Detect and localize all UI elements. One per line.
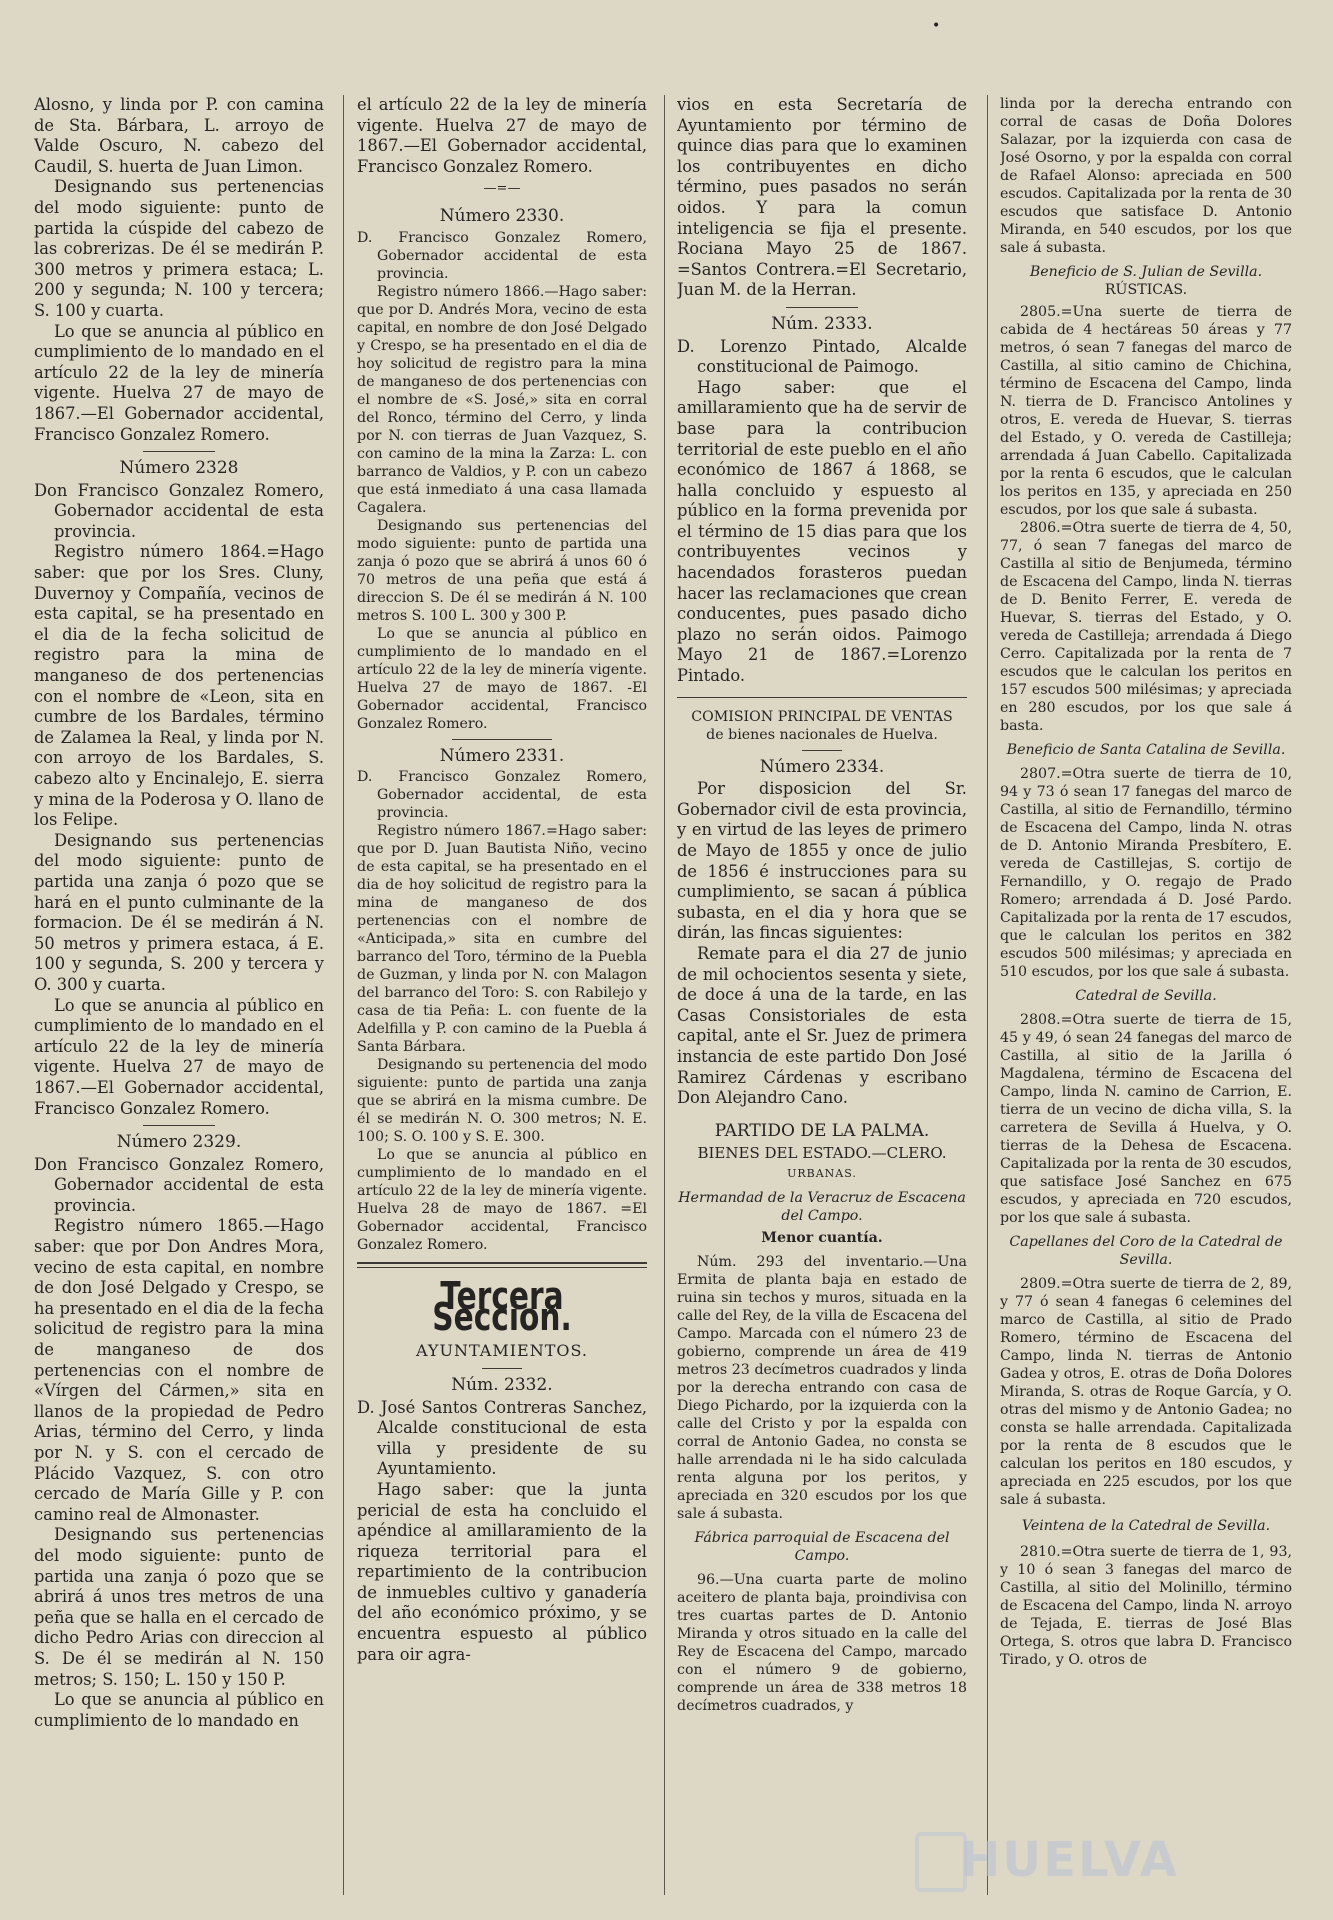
column-1: [34, 95, 324, 1895]
paragraph: Designando sus pertenencias del modo siguiente: punto de partida la cúspide del cabezo de las cobrerizas. De él se medirán P. 300 metros y primera estaca; L. 200 y segunda; N. 100 y tercera; S. 100 y cuarta.: [34, 177, 324, 320]
paragraph: Lo que se anuncia al público en cumplimiento de lo mandado en el artículo 22 de la ley de minería vigente. Huelva 28 de mayo de 1867. =El Gobernador accidental, Francisco Gonzalez Romero.: [357, 1147, 647, 1254]
paragraph: Registro número 1864.=Hago saber: que por los Sres. Cluny, Duvernoy y Compañía, vecinos de esta capital, se ha presentado en el dia de la fecha solicitud de registro para la mina de manganeso de dos pertenencias con el nombre de «Leon, sita en cumbre de los Bardales, término de Zalamea la Real, y linda por N. con arroyo de los Bardales, S. cabezo alto y Encinalejo, E. sierra y mina de la Poderosa y O. llano de los Felipe.: [34, 542, 324, 830]
notice-heading: Número 2331.: [439, 745, 565, 766]
paragraph: Designando sus pertenencias del modo siguiente: punto de partida una zanja ó pozo que se abrirá á unos 60 ó 70 metros de una peña que está á direccion S. De él se medirán á N. 100 metros S. 100 L. 300 y 300 P.: [357, 517, 647, 624]
ink-speck: •: [932, 18, 941, 34]
paragraph: Lo que se anuncia al público en cumplimiento de lo mandado en el artículo 22 de la ley de minería vigente. Huelva 27 de mayo de 1867. -El Gobernador accidental, Francisco Gonzalez Romero.: [357, 625, 647, 732]
commission-title: COMISION PRINCIPAL DE VENTAS: [691, 708, 953, 725]
notice-issuer: Don Francisco Gonzalez Romero, Gobernador accidental de esta provincia.: [34, 480, 324, 541]
divider: [482, 1368, 522, 1369]
paragraph: vios en esta Secretaría de Ayuntamiento por término de quince dias para que lo examinen los contribuyentes en dicho término, pues pasados no serán oidos. Y para la comun inteligencia se fija el presente. Rociana Mayo 25 de 1867. =Santos Contrera.=El Secretario, Juan M. de la Herran.: [677, 95, 967, 300]
paragraph: 2810.=Otra suerte de tierra de 1, 93, y 10 ó sean 3 fanegas del marco de Castilla, al sitio del Molinillo, término de Escacena del Campo, linda N. arroyo de Tejada, E. tierras de José Blas Ortega, S. otros que labra D. Francisco Tirado, y O. otros de: [1000, 1544, 1292, 1668]
paragraph: Designando sus pertenencias del modo siguiente: punto de partida una zanja ó pozo que se abrirá á unos tres metros de una peña que se halla en el cercado de dicho Pedro Arias con direccion al S. De él se medirán al N. 150 metros; S. 150; L. 150 y 150 P.: [34, 1525, 324, 1689]
notice-heading: Número 2329.: [116, 1132, 242, 1153]
notice-heading: Núm. 2333.: [771, 313, 873, 334]
paragraph: Lo que se anuncia al público en cumplimiento de lo mandado en el artículo 22 de la ley de minería vigente. Huelva 27 de mayo de 1867.—El Gobernador accidental, Francisco Gonzalez Romero.: [34, 995, 324, 1118]
notice-issuer: D. José Santos Contreras Sanchez, Alcalde constitucional de esta villa y presidente de su Ayuntamiento.: [357, 1397, 647, 1479]
paragraph: linda por la derecha entrando con corral de casas de Doña Dolores Salazar, por la izquierda con casa de José Osorno, y por la espalda con corral de Rafael Alonso: apreciada en 500 escudos. Capitalizada por la renta de 30 escudos que satisface D. Antonio Miranda, en 540 escudos, por los que sale á subasta.: [1000, 96, 1292, 256]
column-2: [357, 95, 647, 1895]
section-subtitle: AYUNTAMIENTOS.: [416, 1341, 588, 1361]
notice-issuer: D. Lorenzo Pintado, Alcalde constitucional de Paimogo.: [677, 336, 967, 377]
notice-heading: Núm. 2332.: [451, 1374, 553, 1395]
paragraph: 2807.=Otra suerte de tierra de 10, 94 y 73 ó sean 17 fanegas del marco de Castilla, al sitio de Fernandillo, término de Escacena del Campo, linda N. otras de D. Antonio Miranda Presbítero, E. vereda de Castillejas, S. cortijo de Fernandillo, y O. regajo de Prado Romero; arrendada á D. José Pardo. Capitalizada por la renta de 17 escudos, que le calculan los peritos en 382 escudos 500 milésimas; y apreciada en 510 escudos, por los que sale á subasta.: [1000, 766, 1292, 980]
paragraph: el artículo 22 de la ley de minería vigente. Huelva 27 de mayo de 1867.—El Gobernador accidental, Francisco Gonzalez Romero.: [357, 95, 647, 176]
paragraph: Núm. 293 del inventario.—Una Ermita de planta baja en estado de ruina sin techos y muros, situada en la calle del Rey, de la villa de Escacena del Campo. Marcada con el número 23 de gobierno, comprende un área de 419 metros 23 decímetros cuadrados y linda por la derecha entrando con casa de Diego Pichardo, por la izquierda con la calle del Cristo y por la espalda con corral de Antonio Gadea, no consta se halle arrendada ni le ha sido calculada renta alguna por los peritos, y apreciada en 320 escudos por los que sale á subasta.: [677, 1253, 967, 1522]
paragraph: Registro número 1867.=Hago saber: que por D. Juan Bautista Niño, vecino de esta capital, se ha presentado en el dia de hoy solicitud de registro para la mina de manganeso de dos pertenencias con el nombre de «Anticipada,» sita en cumbre del barranco del Toro, término de la Puebla de Guzman, y linda por N. con Malagon del barranco del Toro: S. con Rabilejo y casa de tia Peña: L. con fuente de la Adelfilla y P. con camino de la Puebla á Santa Bárbara.: [357, 823, 647, 1056]
paragraph: Registro número 1865.—Hago saber: que por Don Andres Mora, vecino de esta capital, en nombre de don José Delgado y Crespo, se ha presentado en el dia de la fecha solicitud de registro para la mina de manganeso de dos pertenencias con el nombre de «Vírgen del Cármen,» sita en llanos de la propiedad de Pedro Arias, término del Cerro, y linda por N. y S. con el cercado de Plácido Vazquez, S. con otro cercado de María Gille y P. con camino real de Almonaster.: [34, 1216, 324, 1524]
category-heading: Menor cuantía.: [761, 1229, 883, 1246]
paragraph: Designando su pertenencia del modo siguiente: punto de partida una zanja que se abrirá en la misma cumbre. De él se medirán N. O. 300 metros; N. E. 100; S. O. 100 y S. E. 300.: [357, 1057, 647, 1146]
paragraph: Lo que se anuncia al público en cumplimiento de lo mandado en el artículo 22 de la ley de minería vigente. Huelva 27 de mayo de 1867.—El Gobernador accidental, Francisco Gonzalez Romero.: [34, 321, 324, 444]
notice-heading: Número 2330.: [439, 205, 565, 226]
paragraph: Remate para el dia 27 de junio de mil ochocientos sesenta y siete, de doce á una de la tarde, en las Casas Consistoriales de esta capital, ante el Sr. Juez de primera instancia de este partido Don José Ramirez Cárdenas y escribano Don Alejandro Cano.: [677, 943, 967, 1108]
owner-heading: Beneficio de S. Julian de Sevilla.: [1029, 264, 1263, 280]
column-rule: [987, 95, 988, 1895]
commission-subtitle: de bienes nacionales de Huelva.: [706, 726, 938, 743]
column-4: [1000, 95, 1292, 1895]
divider: [143, 1125, 215, 1126]
divider: [677, 697, 967, 698]
subheading: URBANAS.: [787, 1166, 857, 1180]
archive-watermark: HUELVA: [960, 1832, 1179, 1888]
owner-heading: Fábrica parroquial de Escacena del Campo.: [694, 1529, 950, 1564]
paragraph: 2806.=Otra suerte de tierra de 4, 50, 77, ó sean 7 fanegas del marco de Castilla al sitio de Benjumeda, término de Escacena del Campo, linda N. tierras de D. Benito Ferrer, E. vereda de Huevar, S. tierras del Estado, y O. vereda de Castilleja; arrendada á Diego Cerro. Capitalizada por la renta de 7 escudos que le calculan los peritos en 157 escudos 500 milésimas; y apreciada en 280 escudos, por los que sale á basta.: [1000, 520, 1292, 734]
owner-heading: Catedral de Sevilla.: [1075, 988, 1217, 1004]
category-heading: RÚSTICAS.: [1104, 282, 1188, 298]
paragraph: Lo que se anuncia al público en cumplimiento de lo mandado en: [34, 1690, 324, 1730]
section-title: Tercera Seccion.: [432, 1274, 572, 1339]
ornament: —=—: [483, 181, 521, 197]
notice-issuer: D. Francisco Gonzalez Romero, Gobernador accidental, de esta provincia.: [357, 769, 647, 822]
paragraph: Por disposicion del Sr. Gobernador civil de esta provincia, y en virtud de las leyes de primero de Mayo de 1855 y once de julio de 1856 é instrucciones para su cumplimiento, se sacan á pública subasta, en el dia y hora que se dirán, las fincas siguientes:: [677, 779, 967, 943]
divider: [786, 307, 858, 308]
paragraph: 2805.=Una suerte de tierra de cabida de 4 hectáreas 50 áreas y 77 metros, ó sean 7 fanegas del marco de Castilla, al sitio camino de Chichina, término de Escacena del Campo, linda N. tierra de D. Francisco Antolines y otros, E. vereda de Huevar, S. tierras del Estado, y O. vereda de Castilleja; arrendada á Juan Cabello. Capitalizada por la renta 6 escudos, que le calculan los peritos en 135, y apreciada en 250 escudos, por los que sale á subasta.: [1000, 304, 1292, 518]
divider: [143, 451, 215, 452]
notice-heading: Número 2328: [119, 458, 239, 479]
paragraph: Designando sus pertenencias del modo siguiente: punto de partida una zanja ó pozo que se hará en el punto culminante de la formacion. De él se medirán á N. 50 metros y primera estaca, á E. 100 y segunda, S. 200 y tercera y O. 300 y cuarta.: [34, 830, 324, 994]
notice-heading: Número 2334.: [759, 756, 885, 777]
subheading: BIENES DEL ESTADO.—CLERO.: [697, 1144, 947, 1163]
owner-heading: Hermandad de la Veracruz de Escacena del Campo.: [678, 1189, 966, 1224]
notice-issuer: Don Francisco Gonzalez Romero, Gobernador accidental de esta provincia.: [34, 1154, 324, 1215]
owner-heading: Beneficio de Santa Catalina de Sevilla.: [1006, 742, 1286, 758]
paragraph: Hago saber: que el amillaramiento que ha de servir de base para la contribucion territorial de este pueblo en el año económico de 1867 á 1868, se halla concluido y espuesto al público en la forma prevenida por el término de 15 dias para que los contribuyentes vecinos y hacendados forasteros puedan hacer las reclamaciones que crean conducentes, pues pasado dicho plazo no serán oidos. Paimogo Mayo 21 de 1867.=Lorenzo Pintado.: [677, 377, 967, 686]
notice-issuer: D. Francisco Gonzalez Romero, Gobernador accidental de esta provincia.: [357, 229, 647, 282]
column-rule: [343, 95, 344, 1895]
district-heading: PARTIDO DE LA PALMA.: [714, 1120, 930, 1141]
paragraph: Alosno, y linda por P. con camina de Sta. Bárbara, L. arroyo de Valde Oscuro, N. cabezo del Caudil, S. huerta de Juan Limon.: [34, 95, 324, 176]
paragraph: Registro número 1866.—Hago saber: que por D. Andrés Mora, vecino de esta capital, en nombre de don José Delgado y Crespo, se ha presentado en el dia de hoy solicitud de registro para la mina de manganeso de dos pertenencias con el nombre de «S. José,» sita en corral del Ronco, término del Cerro, y linda por N. con tierras de Juan Vazquez, S. con camino de la mina la Zarza: L. con barranco de Valdios, y P. con un cabezo que está inmediato á una casa llamada Cagalera.: [357, 283, 647, 516]
paragraph: 2809.=Otra suerte de tierra de 2, 89, y 77 ó sean 4 fanegas 6 celemines del marco de Castilla, al sitio de Prado Romero, término de Escacena del Campo, linda N. tierras de Antonio Gadea y otros, E. otras de Doña Dolores Miranda, S. otras de Roque García, y O. otras del mismo y de Antonio Gadea; no consta se halle arrendada. Capitalizada por la renta de 8 escudos que le calculan los peritos en 180 escudos, y apreciada en 225 escudos, por los que sale á subasta.: [1000, 1276, 1292, 1508]
paragraph: 96.—Una cuarta parte de molino aceitero de planta baja, proindivisa con tres cuartas partes de D. Antonio Miranda y otros situado en la calle del Rey de Escacena del Campo, marcado con el número 9 de gobierno, comprende un área de 338 metros 18 decímetros cuadrados, y: [677, 1571, 967, 1714]
paragraph: Hago saber: que la junta pericial de esta ha concluido el apéndice al amillaramiento de la riqueza territorial para el repartimiento de la contribucion de inmuebles cultivo y ganadería del año económico próximo, y se encuentra espuesto al público para oir agra-: [357, 1479, 647, 1664]
divider: [452, 739, 552, 740]
section-rule: [357, 1262, 647, 1268]
column-rule: [664, 95, 665, 1895]
owner-heading: Veintena de la Catedral de Sevilla.: [1021, 1518, 1271, 1534]
owner-heading: Capellanes del Coro de la Catedral de Sevilla.: [1009, 1234, 1283, 1268]
column-3: [677, 95, 967, 1895]
divider: [802, 750, 842, 751]
paragraph: 2808.=Otra suerte de tierra de 15, 45 y 49, ó sean 24 fanegas del marco de Castilla, al sitio de la Jarilla ó Magdalena, término de Escacena del Campo, linda N. camino de Carrion, E. tierra de un vecino de dicha villa, S. la carretera de Sevilla á Huelva, y O. tierras de la Dehesa de Escacena. Capitalizada por la renta de 30 escudos, que satisface José Sanchez en 675 escudos, y apreciada en 720 escudos, por los que sale á subasta.: [1000, 1012, 1292, 1226]
